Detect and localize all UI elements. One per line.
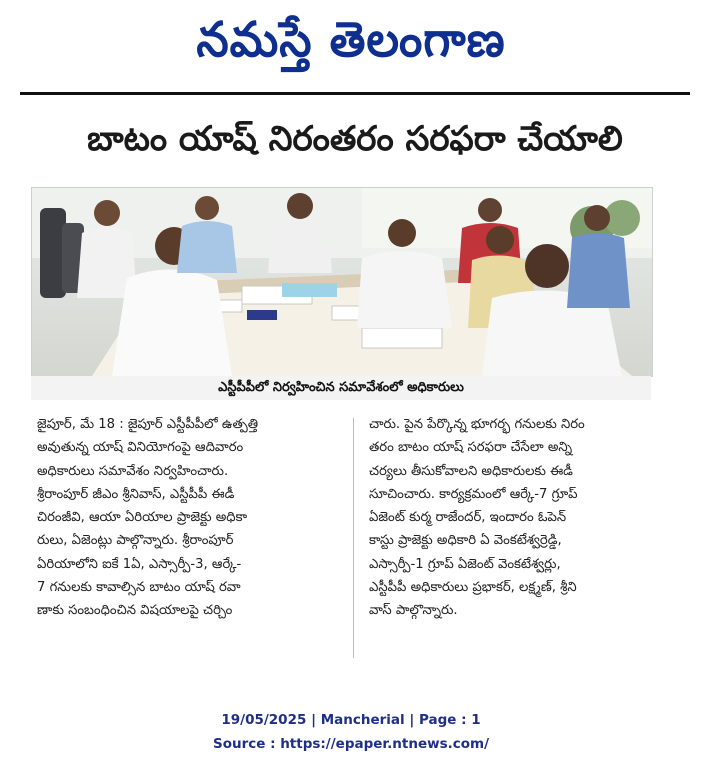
source-link[interactable]: Source : https://epaper.ntnews.com/ [212,736,490,752]
article-column-left [37,413,333,623]
article-line: జైపూర్, మే 18 : జైపూర్ ఎస్టీపీపీలో ఉత్పత్తి [37,417,259,432]
article-line: ఏజెంట్ కుర్మ రాజేందర్, ఇందారం ఓపెన్ [369,510,567,526]
article-line: చిరంజీవి, ఆయా ఏరియాల ప్రాజెక్టు అధికా [37,510,248,526]
masthead-rule [20,92,690,95]
article-line: కాస్టు ప్రాజెక్టు అధికారి ఏ వెంకటేశ్వర్రెడ్డి, [369,533,562,549]
article-line: తరం బాటం యాష్ సరఫరా చేసేలా అన్ని [369,440,573,456]
article-line: ఏరియాలోని ఐకే 1ఏ, ఎస్సార్పీ-3, ఆర్కే- [37,556,242,572]
article-column-right [369,413,665,623]
article-line: చర్యలు తీసుకోవాలని అధికారులకు ఈడీ [369,463,573,479]
article-line: అధికారులు సమావేశం నిర్వహించారు. [37,463,229,479]
edition-info: 19/05/2025 | Mancherial | Page : 1 [221,712,481,728]
photo-caption: ఎస్టీపీపీలో నిర్వహించిన సమావేశంలో అధికారులు [31,376,651,400]
meeting-photo [31,187,653,377]
article-line: సూచించారు. కార్యక్రమంలో ఆర్కే-7 గ్రూప్ [369,486,578,502]
article-line: శ్రీరాంపూర్ జీఎం శ్రీనివాస్, ఎస్టీపీపీ ఈడీ [37,486,235,502]
meeting-photo-illustration [32,188,652,376]
article-headline: బాటం యాష్ నిరంతరం సరఫరా చేయాలి [87,119,623,159]
article-line: చారు. పైన పేర్కొన్న భూగర్భ గనులకు నిరం [369,417,585,432]
article-line: 7 గనులకు కావాల్సిన బాటం యాష్ రవా [37,580,241,596]
article-line: ఎస్సార్పీ-1 గ్రూప్ ఏజెంట్ వెంకటేశ్వర్లు, [369,556,561,572]
article-line: ఎస్టీపీపీ అధికారులు ప్రభాకర్, లక్ష్మణ్, శ్రీని [369,580,577,596]
article-line: ణాకు సంబంధించిన విషయాలపై చర్చిం [37,603,233,619]
article-line: అవుతున్న యాష్ వినియోగంపై ఆదివారం [37,440,244,456]
newspaper-masthead: నమస్తే తెలంగాణ [196,10,506,68]
column-divider [353,418,354,658]
article-line: వాస్ పాల్గొన్నారు. [369,603,458,619]
article-line: రులు, ఏజెంట్లు పాల్గొన్నారు. శ్రీరాంపూర్ [37,533,234,549]
